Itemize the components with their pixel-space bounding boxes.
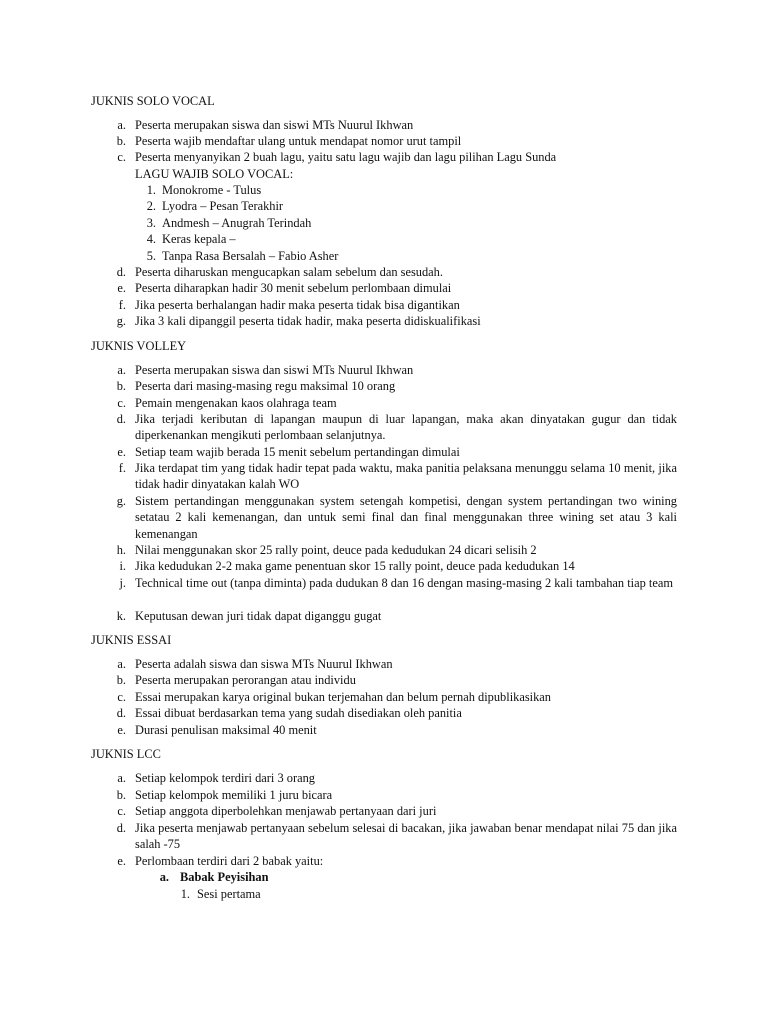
list-text: Setiap kelompok memiliki 1 juru bicara (135, 788, 333, 802)
list-marker: a. (117, 771, 126, 785)
list-text: Nilai menggunakan skor 25 rally point, deuce pada kedudukan 24 dicari selisih 2 (135, 543, 537, 557)
list-marker: a. (159, 870, 169, 884)
list-text: Jika kedudukan 2-2 maka game penentuan skor 15 rally point, deuce pada kedudukan 14 (135, 559, 575, 573)
list-marker: j. (119, 576, 126, 590)
list-text: Keras kepala – (162, 232, 236, 246)
list-marker: d. (116, 265, 126, 279)
heading-lcc: JUKNIS LCC (91, 747, 161, 761)
list-text: Monokrome - Tulus (162, 183, 262, 197)
list-text: Pemain mengenakan kaos olahraga team (135, 396, 337, 410)
list-marker: f. (118, 461, 126, 475)
list-text: Peserta adalah siswa dan siswa MTs Nuurul Ikhwan (135, 657, 393, 671)
list-marker: 1. (146, 183, 156, 197)
list-marker: 3. (146, 216, 156, 230)
list-text: Peserta merupakan siswa dan siswi MTs Nuurul Ikhwan (135, 118, 414, 132)
list-marker: d. (116, 412, 126, 426)
list-marker: 2. (146, 199, 156, 213)
list-text: Essai dibuat berdasarkan tema yang sudah disediakan oleh panitia (135, 706, 462, 720)
list-marker: 1. (180, 887, 190, 901)
list-marker: c. (117, 150, 126, 164)
list-marker: b. (116, 134, 126, 148)
list-text: Keputusan dewan juri tidak dapat diganggu gugat (135, 609, 382, 623)
list-marker: e. (117, 281, 126, 295)
list-marker: 5. (146, 249, 156, 263)
list-marker: g. (116, 314, 126, 328)
list-text: Sistem pertandingan menggunakan system setengah kompetisi, dengan system pertandingan two wining setatau 2 kali kemenangan, dan untuk semi final dan final menggunakan three wining set atau 3 kali kemenangan (135, 494, 677, 541)
list-marker: c. (117, 690, 126, 704)
list-marker: d. (116, 821, 126, 835)
list-marker: e. (117, 854, 126, 868)
list-marker: c. (117, 804, 126, 818)
list-text: Andmesh – Anugrah Terindah (162, 216, 312, 230)
list-marker: f. (118, 298, 126, 312)
list-marker: d. (116, 706, 126, 720)
list-marker: h. (116, 543, 126, 557)
list-marker: b. (116, 788, 126, 802)
list-text: Peserta dari masing-masing regu maksimal 10 orang (135, 379, 396, 393)
list-text: Technical time out (tanpa diminta) pada dudukan 8 dan 16 dengan masing-masing 2 kali tambahan tiap team (135, 576, 673, 590)
list-text: Setiap kelompok terdiri dari 3 orang (135, 771, 315, 785)
list-marker: a. (117, 657, 126, 671)
list-text: Peserta merupakan perorangan atau individu (135, 673, 356, 687)
wajib-label: LAGU WAJIB SOLO VOCAL: (135, 167, 294, 181)
list-text: Perlombaan terdiri dari 2 babak yaitu: (135, 854, 324, 868)
list-text: Peserta diharapkan hadir 30 menit sebelum perlombaan dimulai (135, 281, 452, 295)
list-marker: a. (117, 118, 126, 132)
list-text: Essai merupakan karya original bukan terjemahan dan belum pernah dipublikasikan (135, 690, 551, 704)
list-text: Durasi penulisan maksimal 40 menit (135, 723, 317, 737)
list-marker: c. (117, 396, 126, 410)
list-marker: e. (117, 723, 126, 737)
list-marker: g. (116, 494, 126, 508)
list-text: Setiap anggota diperbolehkan menjawab pertanyaan dari juri (135, 804, 437, 818)
list-text: Jika peserta berhalangan hadir maka peserta tidak bisa digantikan (135, 298, 460, 312)
list-text: Sesi pertama (197, 887, 261, 901)
list-text: Babak Peyisihan (180, 870, 269, 884)
list-marker: b. (116, 379, 126, 393)
heading-essai: JUKNIS ESSAI (91, 633, 172, 647)
list-marker: k. (116, 609, 126, 623)
list-text: Peserta wajib mendaftar ulang untuk mendapat nomor urut tampil (135, 134, 462, 148)
heading-volley: JUKNIS VOLLEY (91, 339, 187, 353)
list-text: Peserta menyanyikan 2 buah lagu, yaitu satu lagu wajib dan lagu pilihan Lagu Sunda (135, 150, 557, 164)
list-text: Peserta diharuskan mengucapkan salam sebelum dan sesudah. (135, 265, 443, 279)
list-text: Tanpa Rasa Bersalah – Fabio Asher (162, 249, 339, 263)
list-text: Jika terdapat tim yang tidak hadir tepat pada waktu, maka panitia pelaksana menunggu selama 10 menit, jika tidak hadir dinyatakan kalah WO (135, 461, 677, 492)
list-marker: e. (117, 445, 126, 459)
list-marker: 4. (146, 232, 156, 246)
list-text: Jika 3 kali dipanggil peserta tidak hadir, maka peserta didiskualifikasi (135, 314, 481, 328)
list-marker: i. (119, 559, 126, 573)
list-text: Lyodra – Pesan Terakhir (162, 199, 284, 213)
list-text: Jika terjadi keributan di lapangan maupun di luar lapangan, maka akan dinyatakan gugur dan tidak diperkenankan mengikuti perlombaan selanjutnya. (135, 412, 677, 443)
list-text: Setiap team wajib berada 15 menit sebelum pertandingan dimulai (135, 445, 460, 459)
list-text: Jika peserta menjawab pertanyaan sebelum selesai di bacakan, jika jawaban benar mendapat nilai 75 dan jika salah -75 (135, 821, 677, 852)
list-text: Peserta merupakan siswa dan siswi MTs Nuurul Ikhwan (135, 363, 414, 377)
list-marker: b. (116, 673, 126, 687)
heading-solo-vocal: JUKNIS SOLO VOCAL (91, 94, 215, 108)
list-marker: a. (117, 363, 126, 377)
